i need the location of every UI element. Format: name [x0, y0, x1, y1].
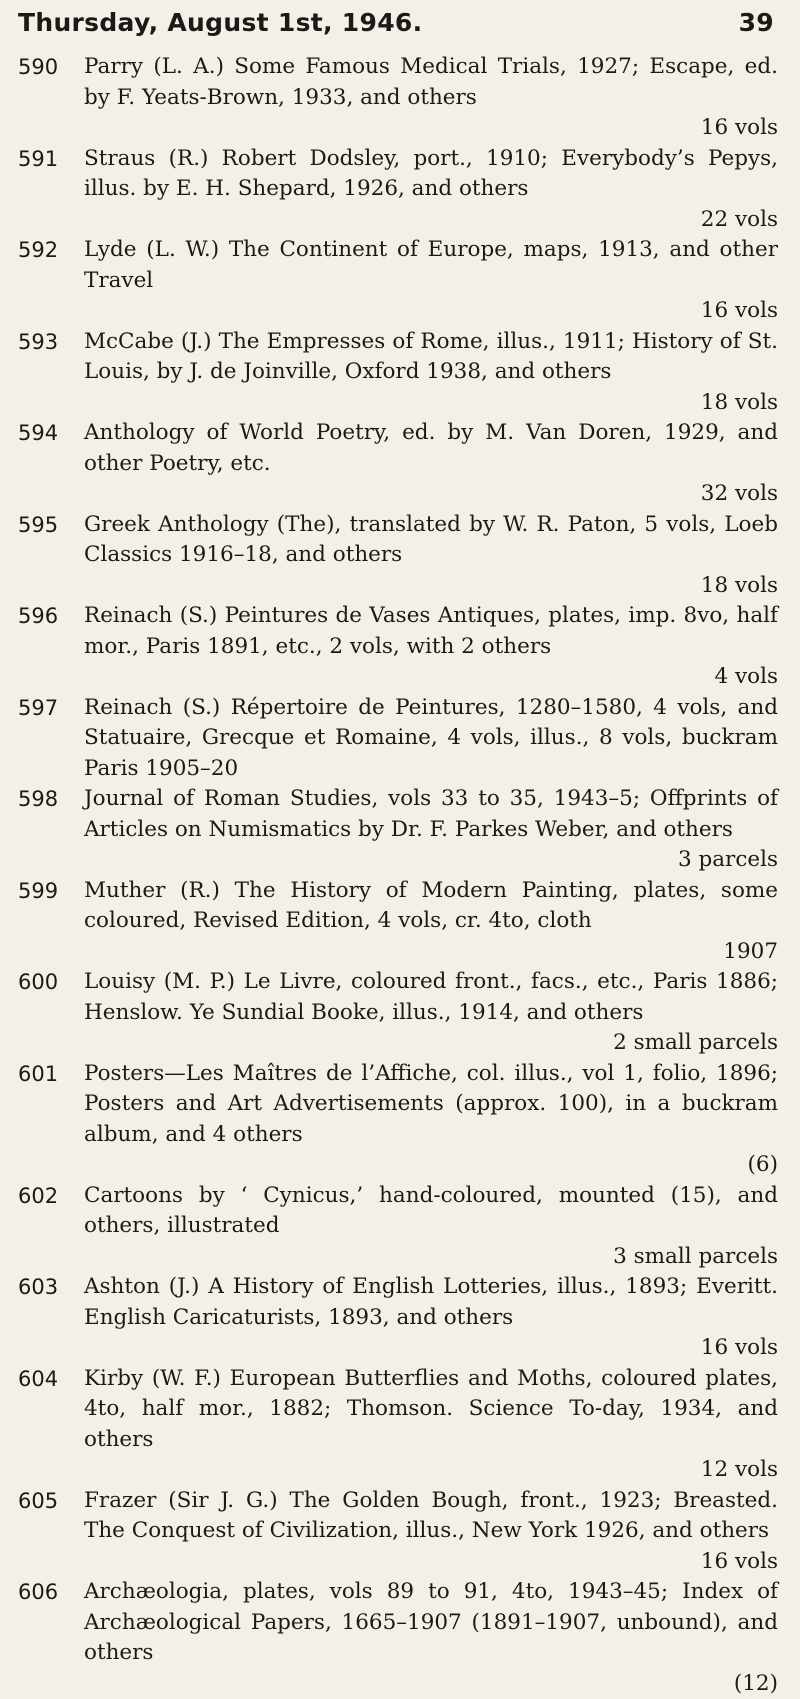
- lot-entry: [18, 784, 778, 876]
- lot-quantity: 3 parcels: [84, 845, 778, 876]
- lot-quantity: 16 vols: [84, 113, 778, 144]
- lot-number: 604: [18, 1364, 84, 1486]
- lot-quantity: 18 vols: [84, 571, 778, 602]
- lot-number: 597: [18, 693, 84, 785]
- lot-description: McCabe (J.) The Empresses of Rome, illus., 1911; History of St. Louis, by J. de Joinville, Oxford 1938, and others: [84, 327, 778, 388]
- lot-number: 600: [18, 967, 84, 1059]
- lot-entry: [18, 967, 778, 1059]
- lot-description: Frazer (Sir J. G.) The Golden Bough, front., 1923; Breasted. The Conquest of Civilization, illus., New York 1926, and others: [84, 1486, 778, 1547]
- lot-number: 603: [18, 1272, 84, 1364]
- lot-number: 595: [18, 510, 84, 602]
- lot-description: Kirby (W. F.) European Butterflies and Moths, coloured plates, 4to, half mor., 1882; Thomson. Science To-day, 1934, and others: [84, 1364, 778, 1456]
- lot-quantity: 12 vols: [84, 1455, 778, 1486]
- lot-entry: [18, 876, 778, 968]
- lot-description: Posters—Les Maîtres de l’Affiche, col. illus., vol 1, folio, 1896; Posters and Art Advertisements (approx. 100), in a buckram album, and 4 others: [84, 1059, 778, 1151]
- lot-description: Reinach (S.) Peintures de Vases Antiques, plates, imp. 8vo, half mor., Paris 1891, etc., 2 vols, with 2 others: [84, 601, 778, 662]
- lot-number: 596: [18, 601, 84, 693]
- lot-quantity: (12): [84, 1669, 778, 1699]
- lot-quantity: 16 vols: [84, 1547, 778, 1578]
- lot-description: Parry (L. A.) Some Famous Medical Trials, 1927; Escape, ed. by F. Yeats-Brown, 1933, and others: [84, 52, 778, 113]
- lot-quantity: (6): [84, 1150, 778, 1181]
- lot-number: 599: [18, 876, 84, 968]
- lot-description: Anthology of World Poetry, ed. by M. Van Doren, 1929, and other Poetry, etc.: [84, 418, 778, 479]
- lot-entry: [18, 235, 778, 327]
- lot-quantity: 4 vols: [84, 662, 778, 693]
- lot-number: 593: [18, 327, 84, 419]
- lot-description: Straus (R.) Robert Dodsley, port., 1910; Everybody’s Pepys, illus. by E. H. Shepard, 1926, and others: [84, 144, 778, 205]
- lot-list: [18, 52, 778, 1699]
- lot-quantity: 22 vols: [84, 205, 778, 236]
- lot-entry: [18, 510, 778, 602]
- lot-quantity: 16 vols: [84, 296, 778, 327]
- lot-number: 602: [18, 1181, 84, 1273]
- lot-quantity: 2 small parcels: [84, 1028, 778, 1059]
- lot-entry: [18, 1364, 778, 1486]
- page-number: 39: [739, 8, 778, 37]
- lot-quantity: 18 vols: [84, 388, 778, 419]
- page-header: [18, 8, 778, 52]
- lot-entry: [18, 144, 778, 236]
- lot-description: Greek Anthology (The), translated by W. R. Paton, 5 vols, Loeb Classics 1916–18, and others: [84, 510, 778, 571]
- lot-entry: [18, 327, 778, 419]
- lot-description: Journal of Roman Studies, vols 33 to 35, 1943–5; Offprints of Articles on Numismatics by Dr. F. Parkes Weber, and others: [84, 784, 778, 845]
- lot-number: 606: [18, 1577, 84, 1699]
- lot-entry: [18, 1272, 778, 1364]
- lot-description: Ashton (J.) A History of English Lotteries, illus., 1893; Everitt. English Caricaturists, 1893, and others: [84, 1272, 778, 1333]
- header-date: Thursday, August 1st, 1946.: [18, 8, 422, 37]
- lot-description: Reinach (S.) Répertoire de Peintures, 1280–1580, 4 vols, and Statuaire, Grecque et Romaine, 4 vols, illus., 8 vols, buckram Paris 1905–20: [84, 693, 778, 785]
- lot-quantity: 3 small parcels: [84, 1242, 778, 1273]
- lot-number: 605: [18, 1486, 84, 1578]
- lot-number: 591: [18, 144, 84, 236]
- lot-entry: [18, 693, 778, 785]
- lot-entry: [18, 418, 778, 510]
- lot-number: 594: [18, 418, 84, 510]
- lot-number: 601: [18, 1059, 84, 1181]
- lot-number: 598: [18, 784, 84, 876]
- lot-entry: [18, 1577, 778, 1699]
- lot-number: 592: [18, 235, 84, 327]
- lot-quantity: 32 vols: [84, 479, 778, 510]
- lot-description: Cartoons by ‘ Cynicus,’ hand-coloured, mounted (15), and others, illustrated: [84, 1181, 778, 1242]
- lot-number: 590: [18, 52, 84, 144]
- lot-entry: [18, 52, 778, 144]
- lot-description: Louisy (M. P.) Le Livre, coloured front., facs., etc., Paris 1886; Henslow. Ye Sundial Booke, illus., 1914, and others: [84, 967, 778, 1028]
- lot-entry: [18, 1486, 778, 1578]
- lot-description: Lyde (L. W.) The Continent of Europe, maps, 1913, and other Travel: [84, 235, 778, 296]
- lot-quantity: 1907: [84, 937, 778, 968]
- lot-description: Muther (R.) The History of Modern Painting, plates, some coloured, Revised Edition, 4 vols, cr. 4to, cloth: [84, 876, 778, 937]
- lot-entry: [18, 1059, 778, 1181]
- lot-description: Archæologia, plates, vols 89 to 91, 4to, 1943–45; Index of Archæological Papers, 1665–1907 (1891–1907, unbound), and others: [84, 1577, 778, 1669]
- lot-entry: [18, 601, 778, 693]
- lot-quantity: 16 vols: [84, 1333, 778, 1364]
- lot-entry: [18, 1181, 778, 1273]
